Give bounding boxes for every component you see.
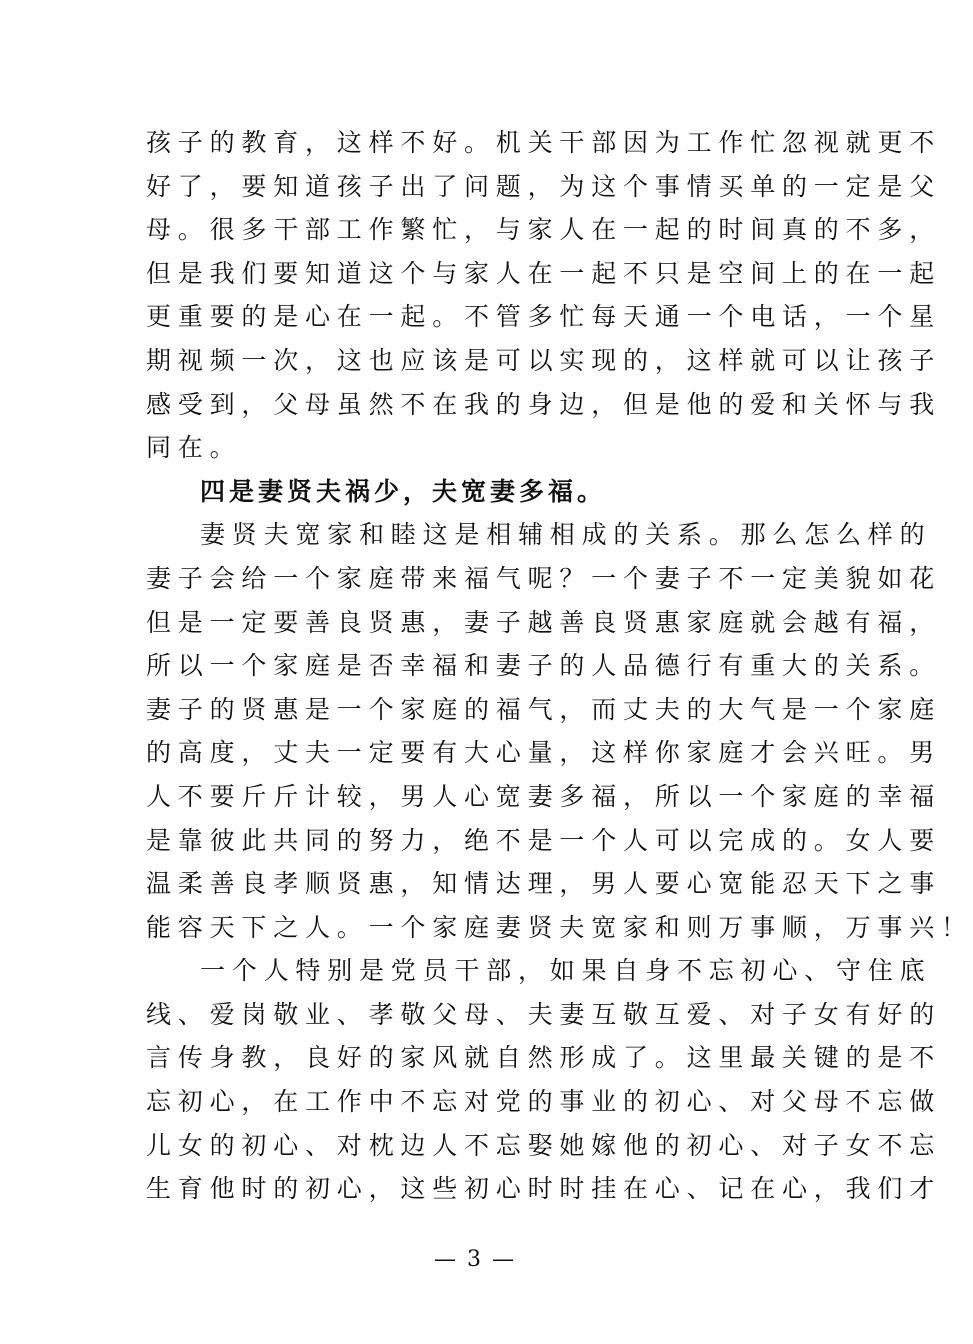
text-line: 是靠彼此共同的努力，绝不是一个人可以完成的。女人要 [146, 825, 942, 855]
text-line: 一个人特别是党员干部，如果自身不忘初心、守住底 [200, 956, 932, 986]
text-line: 能容天下之人。一个家庭妻贤夫宽家和则万事顺，万事兴！ [146, 912, 973, 942]
text-line: 忘初心，在工作中不忘对党的事业的初心、对父母不忘做 [146, 1087, 942, 1117]
text-line: 言传身教，良好的家风就自然形成了。这里最关键的是不 [146, 1043, 942, 1073]
text-line: 妻子会给一个家庭带来福气呢？一个妻子不一定美貌如花 [146, 563, 942, 593]
text-line: 的高度，丈夫一定要有大心量，这样你家庭才会兴旺。男 [146, 738, 942, 768]
document-body [146, 121, 973, 1211]
text-line: 所以一个家庭是否幸福和妻子的人品德行有重大的关系。 [146, 651, 942, 681]
text-line: 母。很多干部工作繁忙，与家人在一起的时间真的不多， [146, 215, 942, 245]
text-line: 生育他时的初心，这些初心时时挂在心、记在心，我们才 [146, 1174, 942, 1204]
text-line: 更重要的是心在一起。不管多忙每天通一个电话，一个星 [146, 302, 942, 332]
text-line: 线、爱岗敬业、孝敬父母、夫妻互敬互爱、对子女有好的 [146, 999, 942, 1029]
text-line: 期视频一次，这也应该是可以实现的，这样就可以让孩子 [146, 345, 942, 375]
text-line: 感受到，父母虽然不在我的身边，但是他的爱和关怀与我 [146, 389, 942, 419]
text-line: 温柔善良孝顺贤惠，知情达理，男人要心宽能忍天下之事 [146, 869, 942, 899]
text-line: 人不要斤斤计较，男人心宽妻多福，所以一个家庭的幸福 [146, 781, 942, 811]
text-line: 儿女的初心、对枕边人不忘娶她嫁他的初心、对子女不忘 [146, 1130, 942, 1160]
page-number: — 3 — [434, 1247, 516, 1272]
text-line: 同在。 [146, 433, 242, 463]
text-line: 但是一定要善良贤惠，妻子越善良贤惠家庭就会越有福， [146, 607, 942, 637]
section-heading: 四是妻贤夫祸少，夫宽妻多福。 [200, 476, 607, 506]
text-line: 但是我们要知道这个与家人在一起不只是空间上的在一起 [146, 258, 942, 288]
text-line: 妻贤夫宽家和睦这是相辅相成的关系。那么怎么样的 [200, 520, 932, 550]
text-line: 妻子的贤惠是一个家庭的福气，而丈夫的大气是一个家庭 [146, 694, 942, 724]
text-line: 孩子的教育，这样不好。机关干部因为工作忙忽视就更不 [146, 128, 942, 157]
text-line: 好了，要知道孩子出了问题，为这个事情买单的一定是父 [146, 171, 942, 201]
